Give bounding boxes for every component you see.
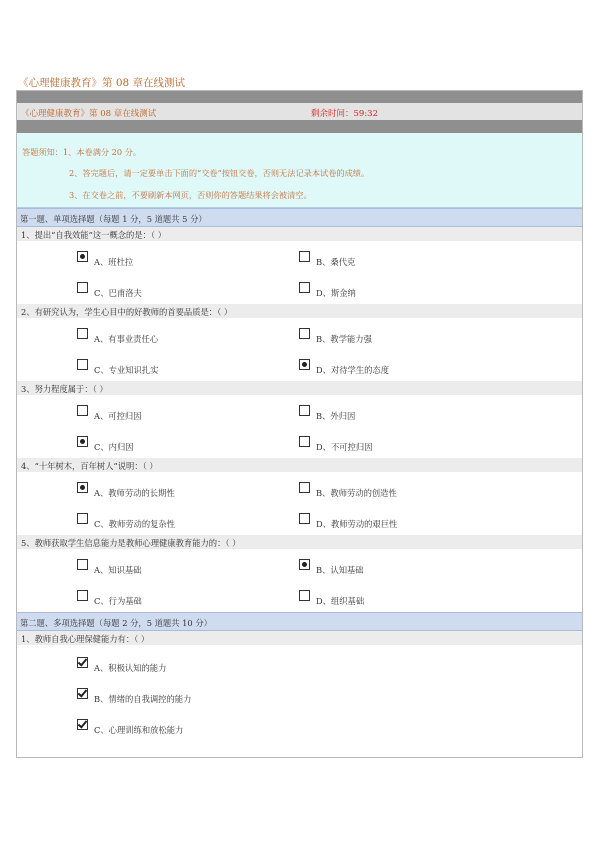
option-label: A、教师劳动的长期性 (94, 488, 175, 498)
question-row (17, 458, 582, 472)
radio-button[interactable] (77, 405, 88, 416)
radio-button[interactable] (77, 282, 88, 293)
option-label: B、教学能力强 (316, 334, 372, 344)
question-text: 1、教师自我心理保健能力有：（ ） (21, 634, 150, 644)
radio-button[interactable] (299, 513, 310, 524)
radio-button[interactable] (299, 590, 310, 601)
checkbox[interactable] (77, 719, 88, 730)
question-text: 4、“十年树木，百年树人”说明：（ ） (21, 461, 158, 471)
radio-button[interactable] (77, 559, 88, 570)
option-label: A、可控归因 (94, 411, 142, 421)
section-title: 第一题、单项选择题（每题 1 分，5 道题共 5 分） (20, 214, 207, 224)
option-label: C、巴甫洛夫 (94, 288, 142, 298)
exam-header-title: 《心理健康教育》第 08 章在线测试 (21, 109, 157, 119)
section-title: 第二题、多项选择题（每题 2 分，5 道题共 10 分） (20, 618, 212, 628)
instruction-line-3: 3、在交卷之前，不要刷新本网页，否则你的答题结果将会被清空。 (69, 190, 312, 200)
radio-button[interactable] (299, 482, 310, 493)
option-label: C、心理训练和放松能力 (94, 725, 184, 735)
radio-button[interactable] (77, 482, 88, 493)
question-options (17, 472, 582, 535)
page-title: 《心理健康教育》第 08 章在线测试 (18, 77, 186, 89)
question-options (17, 395, 582, 458)
option-label: D、组织基础 (316, 596, 365, 606)
option-label: A、积极认知的能力 (94, 663, 167, 673)
top-divider-bar (17, 91, 582, 103)
radio-button[interactable] (299, 559, 310, 570)
radio-button[interactable] (299, 359, 310, 370)
option-label: B、桑代克 (316, 257, 356, 267)
instruction-line-2: 2、答完题后，请一定要单击下面的“交卷”按钮交卷，否则无法记录本试卷的成绩。 (69, 168, 370, 178)
header-divider-bar (17, 120, 582, 133)
option-label: D、不可控归因 (316, 442, 373, 452)
option-label: B、情绪的自我调控的能力 (94, 694, 192, 704)
option-label: A、班杜拉 (94, 257, 134, 267)
option-label: C、行为基础 (94, 596, 142, 606)
question-text: 3、努力程度属于：（ ） (21, 384, 108, 394)
option-label: A、知识基础 (94, 565, 142, 575)
option-label: C、内归因 (94, 442, 134, 452)
instructions-box (17, 133, 582, 208)
option-label: D、对待学生的态度 (316, 365, 390, 375)
question-options (17, 241, 582, 304)
question-text: 1、提出“自我效能”这一概念的是：（ ） (21, 230, 167, 240)
radio-button[interactable] (77, 513, 88, 524)
question-options (17, 549, 582, 612)
exam-header (17, 103, 582, 120)
section-header-multiple-choice (17, 612, 582, 631)
option-label: B、外归因 (316, 411, 356, 421)
exam-frame (16, 90, 583, 758)
remaining-time: 剩余时间：59:32 (311, 109, 378, 119)
radio-button[interactable] (299, 251, 310, 262)
question-options (17, 318, 582, 381)
radio-button[interactable] (299, 328, 310, 339)
checkbox[interactable] (77, 688, 88, 699)
radio-button[interactable] (299, 436, 310, 447)
section-header-single-choice (17, 208, 582, 227)
question-row (17, 304, 582, 318)
radio-button[interactable] (299, 405, 310, 416)
question-text: 5、教师获取学生信息能力是教师心理健康教育能力的：（ ） (21, 538, 241, 548)
option-label: C、教师劳动的复杂性 (94, 519, 176, 529)
option-label: D、斯金纳 (316, 288, 356, 298)
radio-button[interactable] (77, 251, 88, 262)
radio-button[interactable] (77, 359, 88, 370)
question-row (17, 227, 582, 241)
radio-button[interactable] (299, 282, 310, 293)
question-row (17, 631, 582, 645)
option-label: D、教师劳动的艰巨性 (316, 519, 398, 529)
question-options (17, 645, 582, 758)
option-label: B、认知基础 (316, 565, 364, 575)
question-row (17, 535, 582, 549)
question-text: 2、有研究认为，学生心目中的好教师的首要品质是：（ ） (21, 307, 233, 317)
option-label: B、教师劳动的创造性 (316, 488, 397, 498)
question-row (17, 381, 582, 395)
radio-button[interactable] (77, 328, 88, 339)
checkbox[interactable] (77, 657, 88, 668)
radio-button[interactable] (77, 436, 88, 447)
radio-button[interactable] (77, 590, 88, 601)
instruction-line-1: 答题须知：1、本卷满分 20 分。 (22, 147, 142, 157)
option-label: A、有事业责任心 (94, 334, 159, 344)
option-label: C、专业知识扎实 (94, 365, 159, 375)
